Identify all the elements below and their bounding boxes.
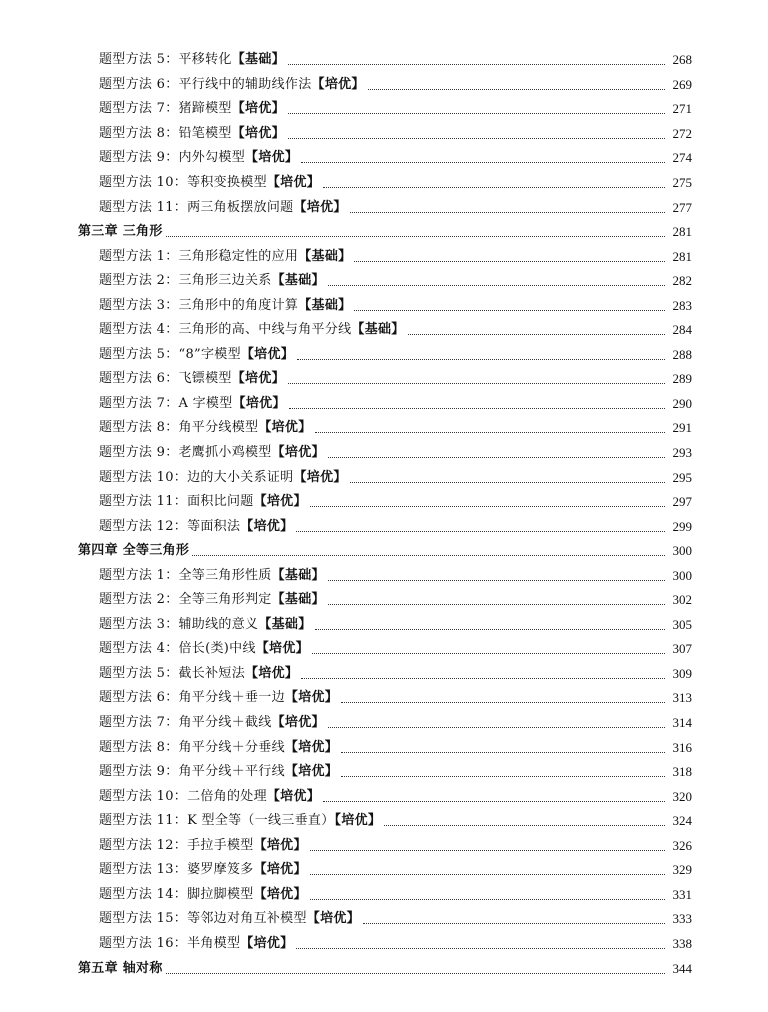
toc-entry-level-tag: 【基础】	[258, 616, 312, 632]
toc-dot-leader	[408, 333, 665, 335]
toc-dot-leader	[296, 947, 665, 949]
toc-page-number: 284	[672, 322, 692, 338]
toc-entry-title: 题型方法 7：角平分线＋截线	[99, 715, 272, 731]
toc-section-entry[interactable]	[0, 392, 768, 417]
toc-section-entry[interactable]	[0, 48, 768, 73]
toc-entry-level-tag: 【培优】	[231, 101, 285, 117]
toc-entry-title: 题型方法 1：三角形稳定性的应用	[99, 248, 299, 264]
toc-entry-label	[99, 519, 293, 535]
toc-dot-leader	[328, 456, 665, 458]
toc-page-number: 329	[672, 862, 692, 878]
toc-entry-label	[99, 813, 381, 829]
toc-dot-leader	[315, 431, 665, 433]
toc-entry-level-tag: 【培优】	[258, 420, 312, 436]
toc-entry-level-tag: 【基础】	[271, 273, 325, 289]
toc-entry-level-tag: 【培优】	[240, 935, 294, 951]
toc-entry-label	[99, 764, 338, 780]
toc-entry-label	[99, 101, 285, 117]
toc-page-number: 333	[672, 911, 692, 927]
toc-entry-level-tag: 【培优】	[293, 469, 347, 485]
toc-entry-level-tag: 【培优】	[334, 813, 382, 829]
toc-section-entry[interactable]	[0, 760, 768, 785]
toc-section-entry[interactable]	[0, 588, 768, 613]
toc-section-entry[interactable]	[0, 97, 768, 122]
toc-entry-level-tag: 【培优】	[253, 886, 307, 902]
toc-dot-leader	[312, 652, 665, 654]
toc-entry-level-tag: 【培优】	[311, 76, 365, 92]
toc-dot-leader	[166, 972, 665, 974]
toc-section-entry[interactable]	[0, 195, 768, 220]
toc-dot-leader	[192, 554, 665, 556]
toc-section-entry[interactable]	[0, 293, 768, 318]
toc-entry-level-tag: 【基础】	[271, 567, 325, 583]
toc-entry-label	[99, 249, 351, 265]
toc-entry-label	[99, 445, 325, 461]
toc-entry-title: 题型方法 16：半角模型	[99, 935, 241, 951]
toc-section-entry[interactable]	[0, 662, 768, 687]
toc-entry-title: 题型方法 1：全等三角形性质	[99, 567, 272, 583]
toc-dot-leader	[310, 505, 665, 507]
toc-entry-level-tag: 【基础】	[351, 322, 405, 338]
toc-entry-title: 题型方法 3：三角形中的角度计算	[99, 297, 299, 313]
toc-entry-label	[99, 666, 298, 682]
toc-entry-label	[99, 838, 307, 854]
toc-page-number: 269	[672, 76, 692, 92]
toc-page-number: 282	[672, 273, 692, 289]
toc-page-number: 291	[672, 420, 692, 436]
toc-section-entry[interactable]	[0, 465, 768, 490]
toc-entry-level-tag: 【培优】	[240, 518, 294, 534]
toc-entry-label	[99, 126, 285, 142]
toc-entry-title: 第三章 三角形	[78, 224, 163, 240]
toc-entry-title: 题型方法 11：面积比问题	[99, 494, 254, 510]
toc-dot-leader	[288, 137, 665, 139]
toc-page-number: 288	[672, 346, 692, 362]
toc-section-entry[interactable]	[0, 563, 768, 588]
toc-dot-leader	[301, 161, 665, 163]
toc-page-number: 344	[672, 960, 692, 976]
toc-entry-level-tag: 【基础】	[231, 52, 285, 68]
toc-entry-title: 题型方法 6：飞镖模型	[99, 371, 232, 387]
toc-entry-level-tag: 【培优】	[271, 715, 325, 731]
toc-page-number: 307	[672, 641, 692, 657]
toc-entry-title: 题型方法 10：边的大小关系证明	[99, 469, 294, 485]
toc-entry-label	[78, 224, 163, 240]
toc-entry-label	[99, 420, 312, 436]
toc-entry-title: 题型方法 5：“8”字模型	[99, 346, 241, 362]
toc-entry-label	[99, 52, 285, 68]
toc-entry-level-tag: 【培优】	[284, 764, 339, 780]
toc-section-entry[interactable]	[0, 834, 768, 859]
toc-page-number: 295	[672, 469, 692, 485]
toc-section-entry[interactable]	[0, 637, 768, 662]
toc-entry-label	[99, 298, 351, 314]
toc-page-number: 331	[672, 886, 692, 902]
toc-entry-title: 题型方法 5：截长补短法	[99, 665, 246, 681]
toc-page-number: 316	[672, 739, 692, 755]
toc-entry-level-tag: 【培优】	[232, 395, 286, 411]
toc-page-number: 314	[672, 715, 692, 731]
toc-page-number: 313	[672, 690, 692, 706]
toc-entry-title: 题型方法 6：平行线中的辅助线作法	[99, 76, 312, 92]
toc-page-number: 290	[672, 395, 692, 411]
toc-entry-title: 题型方法 9：内外勾模型	[99, 150, 246, 166]
toc-page-number: 297	[672, 494, 692, 510]
toc-page-number: 271	[672, 101, 692, 117]
toc-entry-title: 题型方法 11：两三角板摆放问题	[99, 199, 294, 215]
toc-entry-label	[99, 617, 312, 633]
toc-entry-title: 题型方法 3：辅助线的意义	[99, 616, 259, 632]
toc-entry-title: 题型方法 9：角平分线＋平行线	[99, 764, 285, 780]
toc-section-entry[interactable]	[0, 883, 768, 908]
toc-entry-level-tag: 【培优】	[245, 665, 299, 681]
toc-section-entry[interactable]	[0, 784, 768, 809]
toc-section-entry[interactable]	[0, 171, 768, 196]
toc-section-entry[interactable]	[0, 735, 768, 760]
toc-section-entry[interactable]	[0, 343, 768, 368]
toc-chapter-entry[interactable]	[0, 220, 768, 245]
toc-page-number: 326	[672, 837, 692, 853]
toc-dot-leader	[341, 775, 665, 777]
toc-section-entry[interactable]	[0, 686, 768, 711]
toc-entry-title: 题型方法 7：A 字模型	[99, 395, 233, 411]
toc-page-number: 309	[672, 665, 692, 681]
toc-page-number: 300	[672, 567, 692, 583]
toc-entry-level-tag: 【培优】	[253, 837, 307, 853]
toc-entry-title: 题型方法 10：等积变换模型	[99, 175, 267, 190]
toc-page-number: 338	[672, 935, 692, 951]
toc-entry-label	[99, 494, 307, 510]
toc-dot-leader	[363, 922, 665, 924]
toc-entry-label	[99, 690, 338, 706]
toc-page-number: 324	[672, 813, 692, 829]
toc-section-entry[interactable]	[0, 73, 768, 98]
toc-entry-title: 题型方法 12：手拉手模型	[99, 837, 254, 853]
toc-section-entry[interactable]	[0, 122, 768, 147]
toc-section-entry[interactable]	[0, 858, 768, 883]
toc-dot-leader	[341, 701, 665, 703]
toc-dot-leader	[328, 603, 665, 605]
toc-section-entry[interactable]	[0, 809, 768, 834]
toc-page-number: 289	[672, 371, 692, 387]
toc-dot-leader	[288, 112, 665, 114]
toc-page-number: 283	[672, 297, 692, 313]
toc-entry-title: 题型方法 14：脚拉脚模型	[99, 886, 254, 902]
toc-entry-label	[99, 592, 325, 608]
toc-section-entry[interactable]	[0, 367, 768, 392]
toc-section-entry[interactable]	[0, 441, 768, 466]
toc-page-number: 299	[672, 518, 692, 534]
toc-entry-label	[99, 641, 309, 657]
toc-entry-label	[99, 887, 307, 903]
toc-section-entry[interactable]	[0, 244, 768, 269]
toc-entry-title: 题型方法 7：猪蹄模型	[99, 101, 232, 117]
toc-entry-label	[78, 961, 163, 977]
toc-entry-label	[99, 936, 293, 952]
toc-entry-level-tag: 【培优】	[271, 445, 325, 461]
toc-entry-title: 题型方法 8：角平分线模型	[99, 420, 259, 436]
toc-section-entry[interactable]	[0, 490, 768, 515]
toc-dot-leader	[288, 382, 665, 384]
toc-section-entry[interactable]	[0, 269, 768, 294]
toc-entry-title: 题型方法 11：K 型全等（一线三垂直）	[99, 813, 335, 829]
toc-dot-leader	[310, 873, 665, 875]
toc-entry-label	[99, 150, 298, 166]
toc-dot-leader	[166, 235, 665, 237]
toc-entry-label	[99, 371, 285, 387]
toc-entry-title: 题型方法 2：三角形三边关系	[99, 273, 272, 289]
toc-dot-leader	[289, 407, 665, 409]
table-of-contents	[0, 48, 768, 981]
toc-entry-level-tag: 【培优】	[284, 739, 339, 755]
toc-entry-level-tag: 【培优】	[306, 911, 360, 927]
toc-page-number: 274	[672, 150, 692, 166]
toc-dot-leader	[315, 628, 665, 630]
toc-dot-leader	[354, 260, 665, 262]
toc-entry-label	[99, 789, 320, 805]
toc-entry-level-tag: 【培优】	[255, 641, 309, 657]
toc-entry-label	[99, 740, 338, 756]
toc-dot-leader	[350, 481, 665, 483]
toc-section-entry[interactable]	[0, 711, 768, 736]
toc-dot-leader	[350, 211, 665, 213]
toc-entry-title: 题型方法 15：等邻边对角互补模型	[99, 911, 307, 927]
toc-dot-leader	[354, 309, 665, 311]
toc-entry-title: 题型方法 2：全等三角形判定	[99, 592, 272, 608]
toc-entry-title: 第五章 轴对称	[78, 960, 163, 976]
toc-dot-leader	[323, 186, 665, 188]
toc-page-number: 320	[672, 788, 692, 804]
toc-section-entry[interactable]	[0, 907, 768, 932]
toc-entry-title: 题型方法 6：角平分线＋垂一边	[99, 690, 285, 706]
toc-entry-level-tag: 【培优】	[253, 862, 307, 878]
toc-entry-level-tag: 【基础】	[298, 248, 352, 264]
toc-entry-title: 题型方法 12：等面积法	[99, 518, 241, 534]
toc-page-number: 305	[672, 616, 692, 632]
toc-entry-label	[99, 77, 365, 93]
toc-page-number: 281	[672, 224, 692, 240]
toc-section-entry[interactable]	[0, 932, 768, 957]
toc-entry-label	[99, 715, 325, 731]
toc-entry-title: 题型方法 4：三角形的高、中线与角平分线	[99, 322, 352, 338]
toc-entry-label	[99, 322, 405, 338]
toc-section-entry[interactable]	[0, 318, 768, 343]
toc-dot-leader	[297, 358, 665, 360]
toc-page-number: 300	[672, 543, 692, 559]
toc-entry-title: 第四章 全等三角形	[78, 543, 190, 559]
toc-entry-title: 题型方法 10：二倍角的处理	[99, 788, 267, 804]
toc-dot-leader	[288, 63, 665, 65]
toc-entry-label	[99, 200, 347, 216]
toc-chapter-entry[interactable]	[0, 539, 768, 564]
toc-page-number: 302	[672, 592, 692, 608]
toc-section-entry[interactable]	[0, 514, 768, 539]
toc-page-number: 293	[672, 445, 692, 461]
toc-entry-title: 题型方法 8：角平分线＋分垂线	[99, 739, 285, 755]
toc-page-number: 318	[672, 764, 692, 780]
toc-dot-leader	[301, 677, 665, 679]
toc-dot-leader	[310, 898, 665, 900]
toc-entry-level-tag: 【培优】	[231, 125, 285, 141]
toc-entry-level-tag: 【基础】	[298, 297, 352, 313]
toc-page-number: 272	[672, 125, 692, 141]
toc-entry-title: 题型方法 9：老鹰抓小鸡模型	[99, 445, 272, 461]
toc-entry-label	[99, 347, 294, 363]
toc-entry-level-tag: 【培优】	[245, 150, 299, 166]
toc-dot-leader	[368, 88, 665, 90]
toc-entry-level-tag: 【培优】	[266, 788, 321, 804]
toc-entry-level-tag: 【培优】	[284, 690, 339, 706]
toc-entry-label	[78, 543, 189, 559]
toc-entry-label	[99, 175, 320, 191]
toc-entry-title: 题型方法 5：平移转化	[99, 52, 232, 68]
toc-dot-leader	[296, 530, 665, 532]
toc-dot-leader	[328, 726, 665, 728]
toc-entry-level-tag: 【培优】	[253, 494, 307, 510]
toc-dot-leader	[328, 579, 665, 581]
toc-entry-label	[99, 396, 286, 412]
toc-dot-leader	[341, 751, 665, 753]
toc-entry-label	[99, 568, 325, 584]
toc-page-number: 275	[672, 175, 692, 190]
toc-entry-level-tag: 【培优】	[231, 371, 285, 387]
toc-dot-leader	[328, 284, 665, 286]
toc-chapter-entry[interactable]	[0, 956, 768, 981]
toc-entry-level-tag: 【培优】	[240, 346, 295, 362]
toc-entry-label	[99, 273, 325, 289]
toc-section-entry[interactable]	[0, 146, 768, 171]
toc-entry-title: 题型方法 13：婆罗摩笈多	[99, 862, 254, 878]
toc-entry-level-tag: 【培优】	[293, 199, 347, 215]
toc-dot-leader	[384, 824, 665, 826]
toc-entry-label	[99, 470, 347, 486]
toc-entry-level-tag: 【基础】	[271, 592, 325, 608]
toc-page-number: 277	[672, 199, 692, 215]
toc-entry-level-tag: 【培优】	[266, 175, 321, 190]
toc-entry-label	[99, 911, 360, 927]
toc-entry-title: 题型方法 4：倍长(类)中线	[99, 641, 256, 657]
toc-entry-title: 题型方法 8：铅笔模型	[99, 125, 232, 141]
toc-dot-leader	[310, 849, 665, 851]
toc-dot-leader	[323, 800, 665, 802]
toc-section-entry[interactable]	[0, 416, 768, 441]
toc-page-number: 281	[672, 248, 692, 264]
toc-section-entry[interactable]	[0, 613, 768, 638]
toc-entry-label	[99, 862, 307, 878]
toc-page-number: 268	[672, 52, 692, 68]
